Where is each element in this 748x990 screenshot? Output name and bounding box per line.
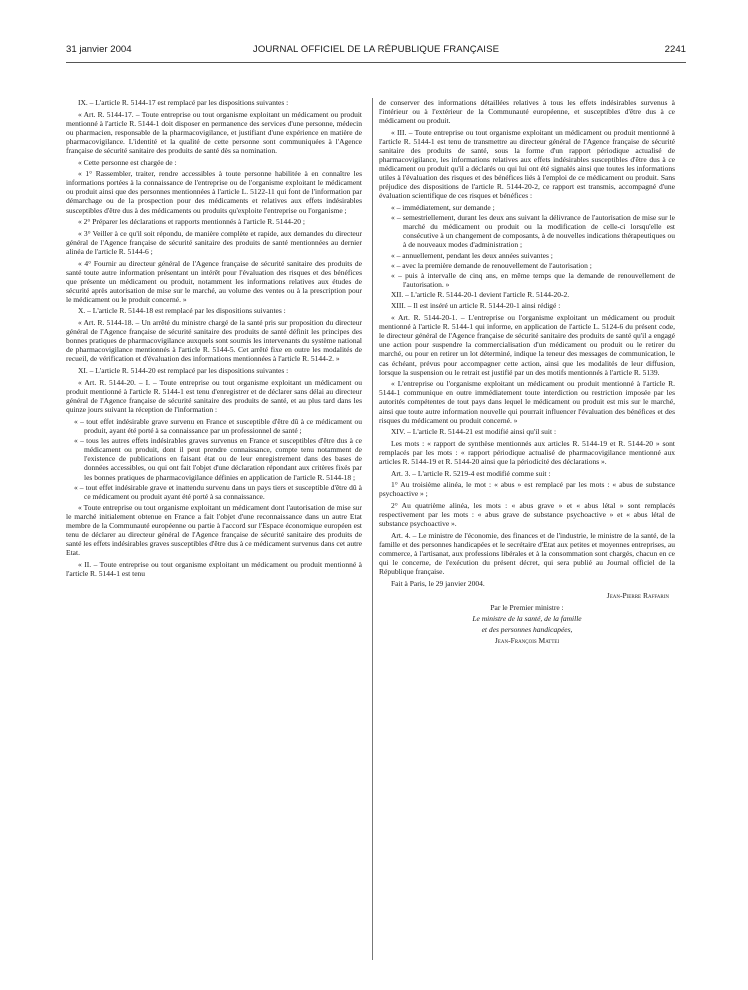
signature-minister: Jean-François Mattei [494,636,560,646]
paragraph: « Art. R. 5144-20-1. – L'entreprise ou l'organisme exploitant un médicament ou produit mentionné à l'article R. 5144-1 qui informe, en application de l'article L. 5124-6 du présent code, le directeur général de l'Agence française de sécurité sanitaire des produits de santé qu'il a engagé une action pour suspendre la commercialisation d'un médicament ou produit ou le retirer du marché, ou pour en retirer un lot déterminé, indique la teneur des messages de communication, le cas échéant, prévus pour accompagner cette action, ainsi que les modalités de leur diffusion, lorsque la suspension ou le retrait est justifié par un des motifs mentionnés à l'article R. 5139. [379,313,675,377]
page-header [66,44,686,60]
paragraph: Les mots : « rapport de synthèse mentionnés aux articles R. 5144-19 et R. 5144-20 » sont remplacés par les mots : « rapport périodique actualisé de pharmacovigilance mentionné aux articles R. 5144-19 et R. 5144-20 ainsi que la périodicité des déclarations ». [379,438,675,466]
list-item: « – tout effet indésirable grave survenu en France et susceptible d'être dû à ce médicament ou produit, ayant été porté à sa connaissance par un professionnel de santé ; [74,416,362,435]
paragraph: « 2° Préparer les déclarations et rapports mentionnés à l'article R. 5144-20 ; [78,217,305,227]
paragraph: « L'entreprise ou l'organisme exploitant un médicament ou produit mentionné à l'article R. 5144-1 communique en outre immédiatement toute interdiction ou restriction imposée par les autorités compétentes de tout pays dans lequel le médicament ou produit est mis sur le marché, ainsi que toute autre information nouvelle qui pourrait influencer l'évaluation des bénéfices et des risques du médicament ou produit concerné. » [379,379,675,425]
header-date: 31 janvier 2004 [66,44,132,55]
left-column [66,98,362,970]
paragraph: « Art. R. 5144-18. – Un arrêté du ministre chargé de la santé pris sur proposition du directeur général de l'Agence française de sécurité sanitaire des produits de santé définit les principes des bonnes pratiques de pharmacovigilance auxquels sont soumis les intervenants du système national de pharmacovigilance mentionnés à l'article R. 5144-5. Cet arrêté fixe en outre les modalités de recueil, de vérification et d'évaluation des informations mentionnées à l'article R. 5144-2. » [66,318,362,364]
paragraph: « Cette personne est chargée de : [78,157,177,167]
paragraph: XII. – L'article R. 5144-20-1 devient l'article R. 5144-20-2. [391,289,570,299]
paragraph: « Art. R. 5144-17. – Toute entreprise ou tout organisme exploitant un médicament ou produit mentionné à l'article R. 5144-1 doit disposer en permanence des services d'une personne, médecin ou pharmacien, responsable de la pharmacovigilance, et justifiant d'une expérience en matière de pharmacovigilance. L'identité et la qualité de cette personne sont communiquées à l'Agence française de sécurité sanitaire des produits de santé dès sa nomination. [66,109,362,155]
paragraph: « II. – Toute entreprise ou tout organisme exploitant un médicament ou produit mentionné à l'article R. 5144-1 est tenu [66,559,362,578]
paragraph: 1° Au troisième alinéa, le mot : « abus » est remplacé par les mots : « abus de substance psychoactive » ; [379,480,675,499]
right-column [379,98,675,970]
paragraph: XI. – L'article R. 5144-20 est remplacé par les dispositions suivantes : [78,366,289,376]
list-item: « – avec la première demande de renouvellement de l'autorisation ; [391,260,592,270]
list-item: « – annuellement, pendant les deux années suivantes ; [391,250,553,260]
paragraph: X. – L'article R. 5144-18 est remplacé par les dispositions suivantes : [78,306,286,316]
paragraph: « Art. R. 5144-20. – I. – Toute entreprise ou tout organisme exploitant un médicament ou produit mentionné à l'article R. 5144-1 est tenu d'enregistrer et de déclarer sans délai au directeur général de l'Agence française de sécurité sanitaire des produits de santé, et au plus tard dans les quinze jours suivant la réception de l'information : [66,377,362,414]
date-line: Fait à Paris, le 29 janvier 2004. [391,578,485,588]
paragraph: « Toute entreprise ou tout organisme exploitant un médicament dont l'autorisation de mise sur le marché initialement obtenue en France a fait l'objet d'une reconnaissance dans un autre Etat membre de la Communauté européenne ou partie à l'accord sur l'Espace économique européen est tenu de déclarer au directeur général de l'Agence française de sécurité sanitaire des produits de santé les effets indésirables graves susceptibles d'être dus à ce médicament survenus dans cet autre Etat. [66,502,362,558]
paragraph: Art. 4. – Le ministre de l'économie, des finances et de l'industrie, le ministre de la santé, de la famille et des personnes handicapées et le secrétaire d'Etat aux petites et moyennes entreprises, au commerce, à l'artisanat, aux professions libérales et à la consommation sont chargés, chacun en ce qui le concerne, de l'exécution du présent décret, qui sera publié au Journal officiel de la République française. [379,530,675,576]
list-item: « – semestriellement, durant les deux ans suivant la délivrance de l'autorisation de mise sur le marché du médicament ou produit ou la modification de celle-ci lorsqu'elle est consécutive à un changement de composants, à de nouvelles indications thérapeutiques ou à de nouveaux modes d'administration ; [391,213,675,250]
header-journal-title: JOURNAL OFFICIEL DE LA RÉPUBLIQUE FRANÇAISE [252,44,500,55]
paragraph: « 3° Veiller à ce qu'il soit répondu, de manière complète et rapide, aux demandes du directeur général de l'Agence française de sécurité sanitaire des produits de santé mentionnées au dernier alinéa de l'article R. 5144-6 ; [66,228,362,256]
paragraph: 2° Au quatrième alinéa, les mots : « abus grave » et « abus létal » sont remplacés respectivement par les mots : « abus grave de substance psychoactive » et « abus létal de substance psychoactive ». [379,500,675,529]
list-item: « – immédiatement, sur demande ; [391,203,495,213]
header-rule [66,62,686,63]
paragraph: Art. 3. – L'article R. 5219-4 est modifié comme suit : [391,468,551,478]
signature-prime-minister: Jean-Pierre Raffarin [606,590,669,600]
minister-title-line1: Le ministre de la santé, de la famille [472,613,582,623]
list-item: « – puis à intervalle de cinq ans, en même temps que la demande de renouvellement de l'autorisation. » [391,270,675,289]
paragraph: « 4° Fournir au directeur général de l'Agence française de sécurité sanitaire des produits de santé toute autre information présentant un intérêt pour l'évaluation des risques et des bénéfices que présente un médicament ou produit, notamment les informations relatives aux études de sécurité après autorisation de mise sur le marché, au volume des ventes ou à la prescription pour le médicament ou le produit concerné. » [66,258,362,304]
paragraph: IX. – L'article R. 5144-17 est remplacé par les dispositions suivantes : [78,98,289,107]
paragraph: XIII. – Il est inséré un article R. 5144-20-1 ainsi rédigé : [391,301,561,311]
paragraph: de conserver des informations détaillées relatives à tous les effets indésirables survenus à l'intérieur ou à l'extérieur de la Communauté européenne, et susceptibles d'être dus à ce médicament ou produit. [379,98,675,126]
paragraph: XIV. – L'article R. 5144-21 est modifié ainsi qu'il suit : [391,427,557,437]
paragraph: « III. – Toute entreprise ou tout organisme exploitant un médicament ou produit mentionné à l'article R. 5144-1 est tenu de transmettre au directeur général de l'Agence française de sécurité sanitaire des produits de santé, sous la forme d'un rapport périodique actualisé de pharmacovigilance, les informations relatives aux effets indésirables susceptibles d'être dus à ce médicament ou produit qu'il a déclarés ou qui lui ont été signalés ainsi que toutes les informations utiles à l'évaluation des risques et des bénéfices liés à l'emploi de ce médicament ou produit. Sans préjudice des dispositions de l'article R. 5144-20-2, ce rapport est transmis, accompagné d'une évaluation scientifique de ces risques et bénéfices : [379,127,675,201]
countersign-intro: Par le Premier ministre : [490,602,564,612]
paragraph: « 1° Rassembler, traiter, rendre accessibles à toute personne habilitée à en connaître les informations portées à la connaissance de l'entreprise ou de l'organisme exploitant le médicament ou produit ainsi que des personnes mentionnées à l'article L. 5122-11 qui font de l'information par démarchage ou de la prospection pour des médicaments et relatives aux effets indésirables susceptibles d'être dus à des médicaments ou produits qu'exploite l'entreprise ou l'organisme ; [66,169,362,215]
header-page-number: 2241 [664,44,686,55]
minister-title-line2: et des personnes handicapées, [481,624,573,634]
list-item: « – tous les autres effets indésirables graves survenus en France et susceptibles d'être dus à ce médicament ou produit, dont il peut prendre connaissance, compte tenu notamment de l'existence de publications en faisant état ou de leur enregistrement dans des bases de données accessibles, ou qui ont fait l'objet d'une déclaration répondant aux critères fixés par les bonnes pratiques de pharmacovigilance définies en application de l'article R. 5144-18 ; [74,436,362,482]
column-divider [372,98,373,960]
list-item: « – tout effet indésirable grave et inattendu survenu dans un pays tiers et susceptible d'être dû à ce médicament ou produit ayant été porté à sa connaissance. [74,483,362,502]
